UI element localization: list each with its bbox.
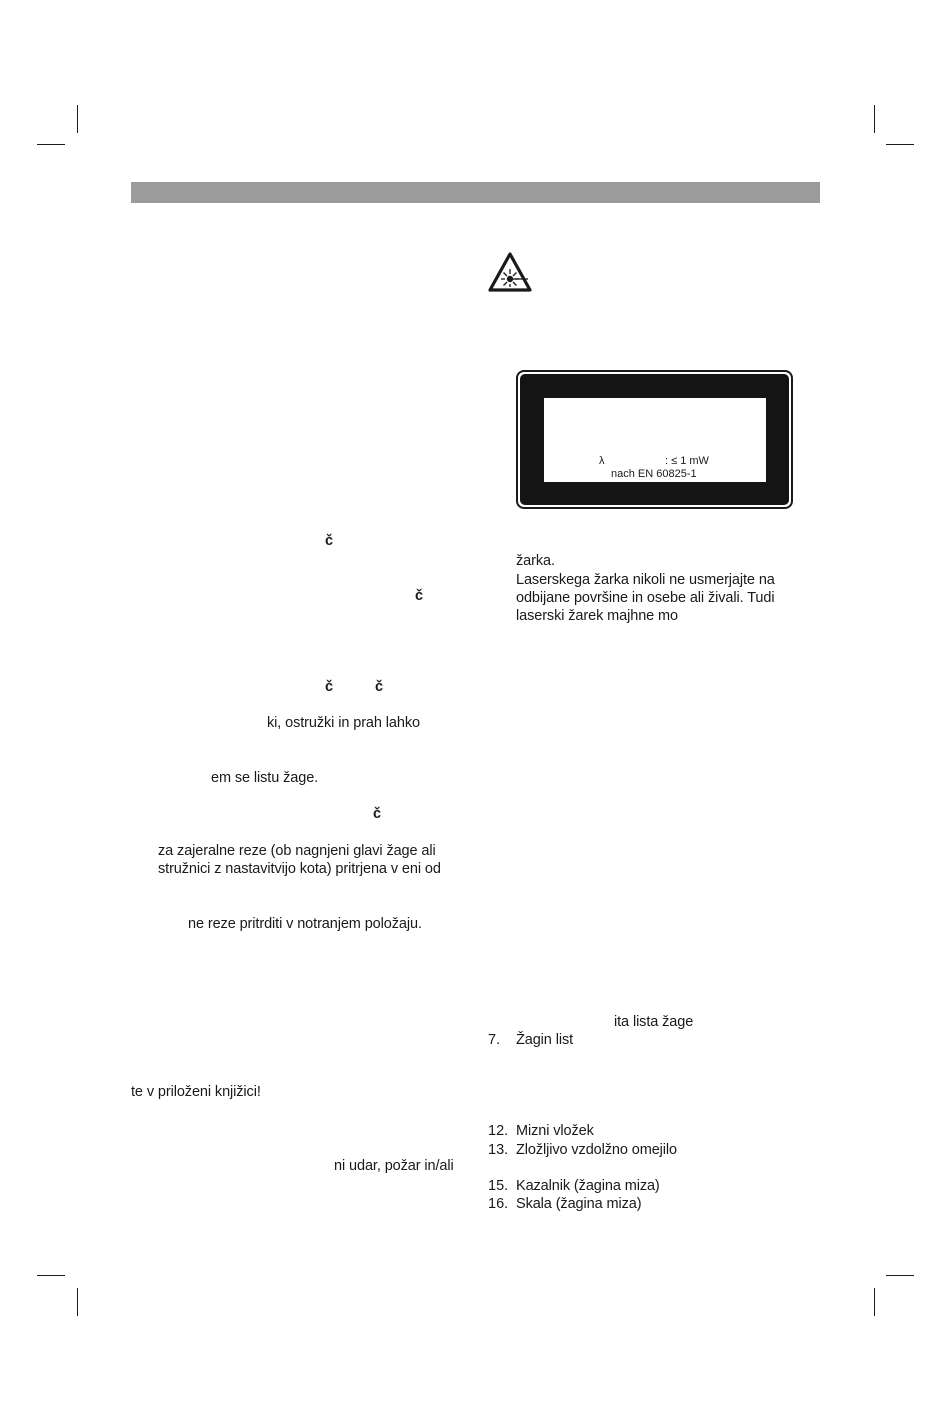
part-12-number: 12. [488, 1123, 509, 1139]
left-fragment-1: č [325, 533, 333, 549]
laser-standard: nach EN 60825-1 [611, 468, 697, 480]
left-fragment-6: em se listu žage. [211, 770, 319, 786]
part-16-number: 16. [488, 1196, 509, 1212]
left-fragment-7: č [373, 806, 381, 822]
left-fragment-2: č [415, 588, 423, 604]
left-fragment-10: ne reze pritrditi v notranjem položaju. [188, 916, 422, 932]
part-13-label: Zložljivo vzdolžno omejilo [516, 1142, 677, 1158]
crop-mark-bottom-right-v [874, 1288, 875, 1316]
left-fragment-3: č [325, 679, 333, 695]
crop-mark-bottom-left-h [37, 1275, 65, 1276]
left-fragment-5: ki, ostružki in prah lahko [267, 715, 420, 731]
part-16-label: Skala (žagina miza) [516, 1196, 642, 1212]
laser-warning-icon [488, 252, 532, 292]
laser-power-value: : ≤ 1 mW [665, 455, 709, 467]
laser-wavelength-symbol: λ [599, 455, 605, 467]
right-paragraph-line-3: odbijane površine in osebe ali živali. Tudi [516, 590, 775, 606]
crop-mark-bottom-right-h [886, 1275, 914, 1276]
crop-mark-top-right-v [874, 105, 875, 133]
part-7-label: Žagin list [516, 1032, 574, 1048]
part-15-label: Kazalnik (žagina miza) [516, 1178, 660, 1194]
crop-mark-top-left-h [37, 144, 65, 145]
section-header-bar [131, 182, 820, 203]
left-fragment-12: ni udar, požar in/ali [334, 1158, 454, 1174]
crop-mark-top-left-v [77, 105, 78, 133]
part-15-number: 15. [488, 1178, 509, 1194]
crop-mark-top-right-h [886, 144, 914, 145]
right-paragraph-line-2: Laserskega žarka nikoli ne usmerjajte na [516, 572, 775, 588]
left-fragment-4: č [375, 679, 383, 695]
right-paragraph-line-1: žarka. [516, 553, 555, 569]
part-13-number: 13. [488, 1142, 509, 1158]
part-7-number: 7. [488, 1032, 501, 1048]
left-fragment-9: stružnici z nastavitvijo kota) pritrjena v eni od [158, 861, 441, 877]
left-fragment-11: te v priloženi knjižici! [131, 1084, 261, 1100]
parts-fragment: ita lista žage [614, 1014, 694, 1030]
right-paragraph-line-4: laserski žarek majhne mo [516, 608, 678, 624]
crop-mark-bottom-left-v [77, 1288, 78, 1316]
part-12-label: Mizni vložek [516, 1123, 594, 1139]
left-fragment-8: za zajeralne reze (ob nagnjeni glavi žage ali [158, 843, 436, 859]
